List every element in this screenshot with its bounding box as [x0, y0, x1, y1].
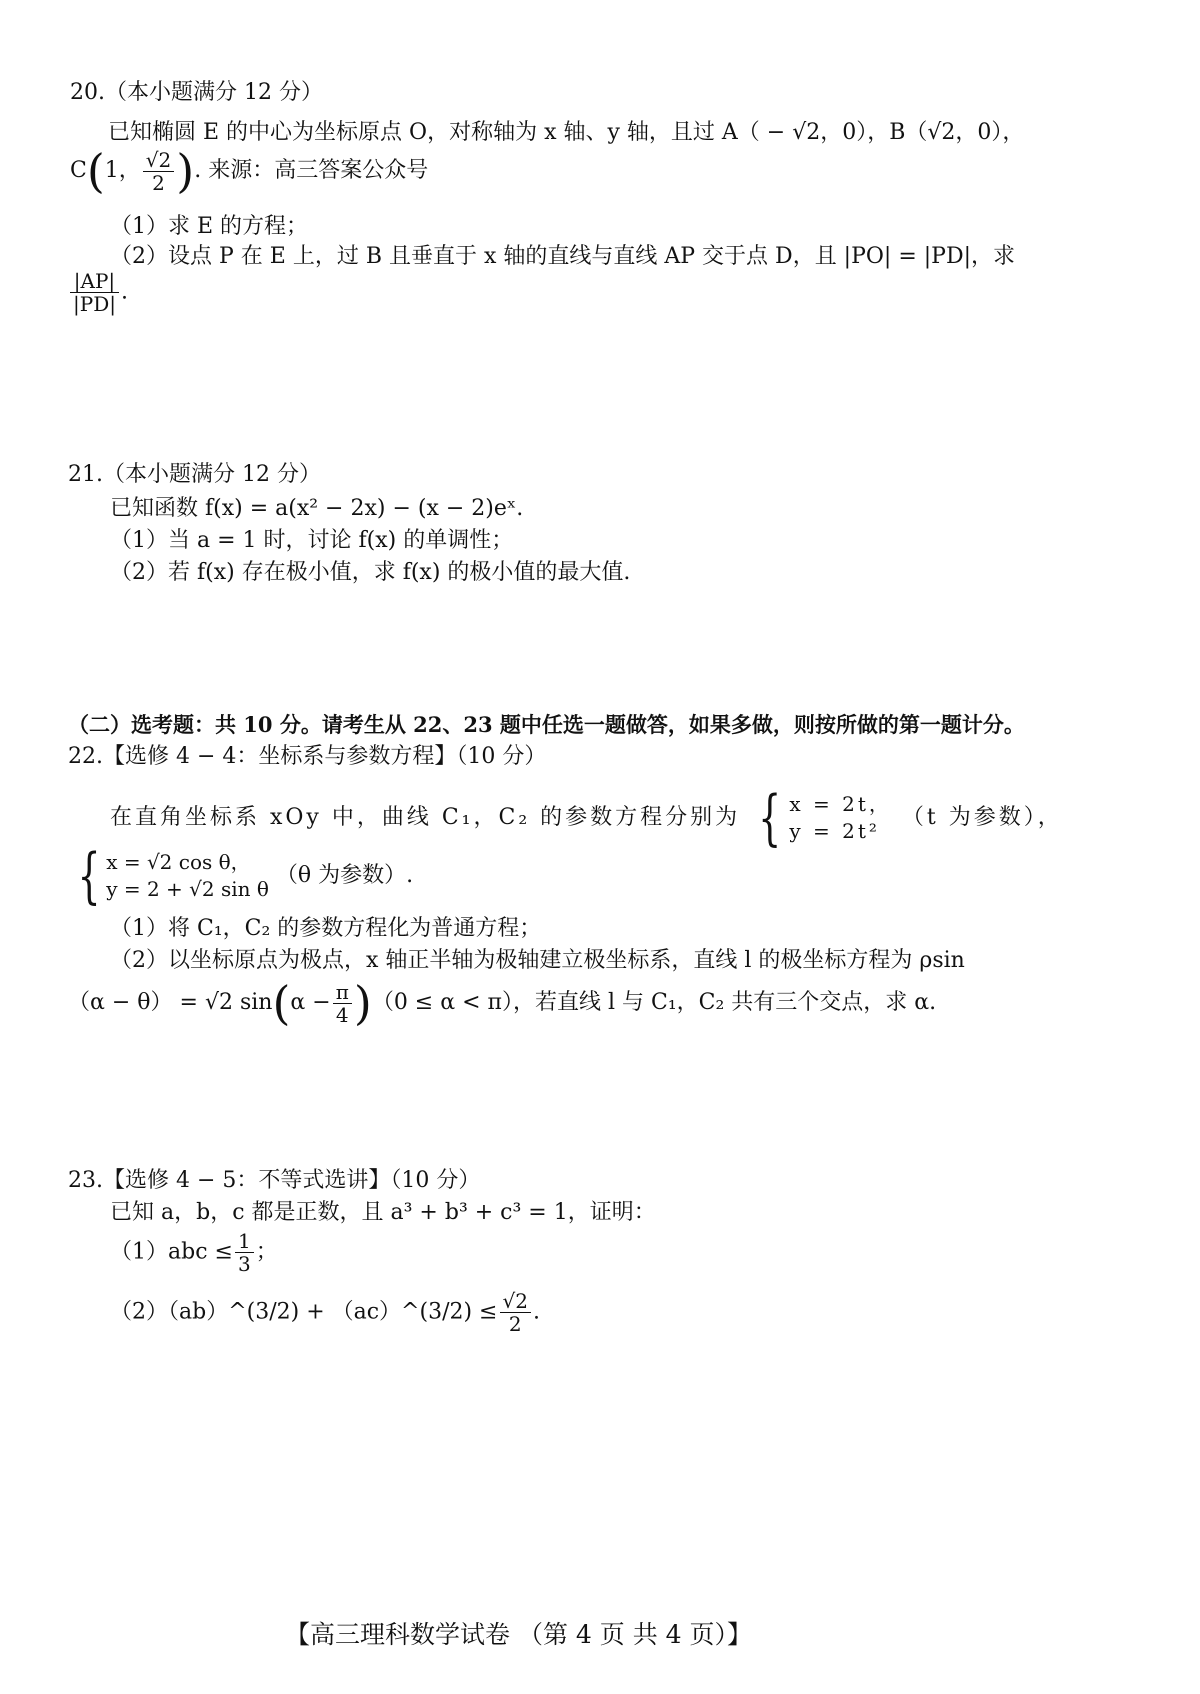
q22-part1: （1）将 C₁，C₂ 的参数方程化为普通方程； [110, 916, 542, 941]
q20-part2: （2）设点 P 在 E 上，过 B 且垂直于 x 轴的直线与直线 AP 交于点 D，且 |PO| = |PD|，求 [110, 244, 1016, 269]
q21-title: 21.（本小题满分 12 分） [68, 462, 321, 487]
q22-stem-line1: 在直角坐标系 xOy 中，曲线 C₁，C₂ 的参数方程分别为 { x = 2t， y = 2t² （t 为参数）， [110, 783, 1063, 853]
q23-stem: 已知 a，b，c 都是正数，且 a³ + b³ + c³ = 1，证明： [110, 1200, 656, 1225]
page-footer: 【高三理科数学试卷 （第 4 页 共 4 页）】 [285, 1620, 752, 1649]
q22-part2-cont: （α − θ） = √2 sin(α − $\frac{\pi}{4}$ )（0 ≤ α < π），若直线 l 与 C₁，C₂ 共有三个交点，求 α. [68, 976, 937, 1030]
ratio-numerator: |AP| [70, 270, 119, 293]
ratio-denominator: |PD| [73, 292, 116, 316]
q23-part1: （1）abc ≤ $\frac{1}{3}$ ； [110, 1229, 278, 1276]
q21-part1: （1）当 a = 1 时，讨论 f(x) 的单调性； [110, 528, 514, 553]
q20-part1: （1）求 E 的方程； [110, 214, 309, 239]
q20-source-note: . 来源：高三答案公众号 [194, 158, 429, 183]
q23-title: 23.【选修 4 − 5：不等式选讲】（10 分） [68, 1168, 481, 1193]
point-c-label: C [70, 158, 87, 183]
c2-parametric-system: { x = √2 cos θ， y = 2 + √2 sin θ [77, 841, 269, 911]
q22-stem-line2: { x = √2 cos θ， y = 2 + √2 sin θ （θ 为参数）. [70, 846, 413, 906]
q21-stem: 已知函数 f(x) = a(x² − 2x) − (x − 2)eˣ. [110, 496, 524, 521]
c1-parametric-system: { x = 2t， y = 2t² [758, 783, 892, 853]
point-c-x: 1， [104, 158, 141, 183]
q22-part2: （2）以坐标原点为极点，x 轴正半轴为极轴建立极坐标系，直线 l 的极坐标方程为 ρsin [110, 948, 965, 973]
q23-part2: （2）（ab）^(3/2) + （ac）^(3/2) ≤ $\frac{√2}{2}$ . [110, 1289, 540, 1336]
q20-ratio: $\frac{|AP|}{|PD|}$ . [68, 270, 128, 315]
q20-title: 20.（本小题满分 12 分） [70, 80, 323, 105]
q20-stem-line1: 已知椭圆 E 的中心为坐标原点 O，对称轴为 x 轴、y 轴，且过 A（ − √2，0），B（√2，0）， [108, 120, 1025, 145]
section2-heading: （二）选考题：共 10 分。请考生从 22、23 题中任选一题做答，如果多做，则按所做的第一题计分。 [68, 712, 1025, 737]
point-c-y-fraction: $\frac{√2}{2}$ [143, 149, 174, 194]
q21-part2: （2）若 f(x) 存在极小值，求 f(x) 的极小值的最大值. [110, 560, 631, 585]
pi-over-4-fraction: $\frac{\pi}{4}$ [333, 981, 352, 1026]
q20-stem-line2: C(1， $\frac{√2}{2}$ ). 来源：高三答案公众号 [70, 144, 429, 198]
q22-title: 22.【选修 4 − 4：坐标系与参数方程】（10 分） [68, 744, 547, 769]
